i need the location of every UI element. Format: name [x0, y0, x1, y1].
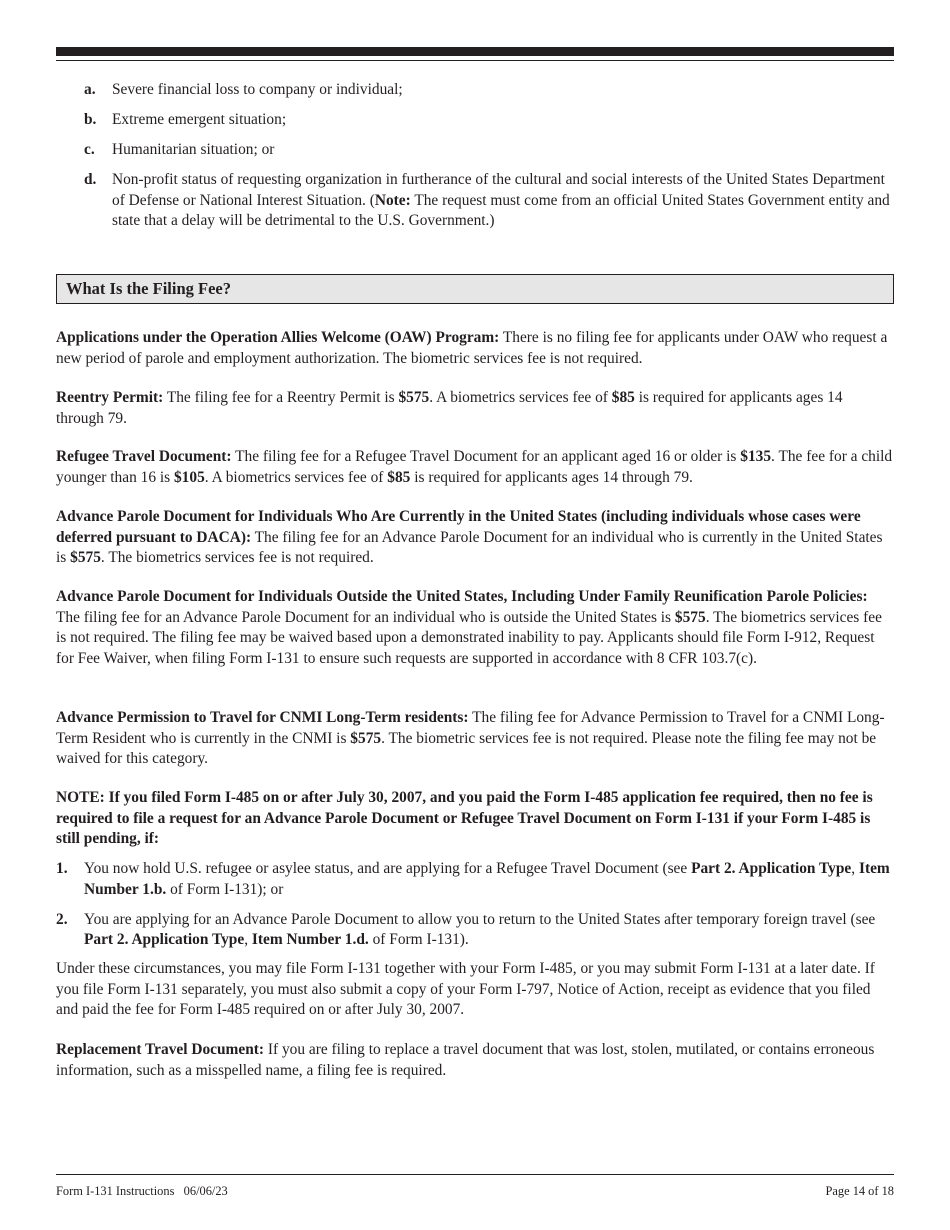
circumstances-paragraph: Under these circumstances, you may file Form I-131 together with your Form I-485, or you may submit Form I-131 at a later date. If you file Form I-131 separately, you must also submit a copy of your Form I-797, Notice of Action, receipt as evidence that you filed and paid the fee for Form I-485 required on or after July 30, 2007. [56, 960, 875, 1018]
list-item: b. Extreme emergent situation; [84, 111, 287, 128]
condition-list [56, 859, 894, 951]
replacement-paragraph: Replacement Travel Document: If you are filing to replace a travel document that was lost, stolen, mutilated, or contains erroneous information, such as a misspelled name, a filing fee is required. [56, 1041, 875, 1079]
footer-page-number: Page 14 of 18 [825, 1184, 894, 1198]
refugee-paragraph: Refugee Travel Document: The filing fee for a Refugee Travel Document for an applicant aged 16 or older is $135. The fee for a child younger than 16 is $105. A biometrics services fee of $85 is required for applicants ages 14 through 79. [56, 448, 893, 486]
section-header [56, 274, 894, 304]
cnmi-paragraph: Advance Permission to Travel for CNMI Long-Term residents: The filing fee for Advance Permission to Travel for a CNMI Long-Term Resident who is currently in the CNMI is $575. The biometric services fee is not required. Please note the filing fee may not be waived for this category. [56, 709, 885, 767]
list-item: 1. You now hold U.S. refugee or asylee status, and are applying for a Refugee Travel Document (see Part 2. Application Type, Item Number 1.b. of Form I-131); or [56, 860, 890, 898]
advance-parole-outside-paragraph: Advance Parole Document for Individuals Outside the United States, Including Under Family Reunification Parole Policies: The filing fee for an Advance Parole Document for an individual who is outside the United States is $575. The biometrics services fee is not required. The filing fee may be waived based upon a demonstrated inability to pay. Applicants should file Form I-912, Request for Fee Waiver, when filing Form I-131 to ensure such requests are supported in accordance with 8 CFR 103.7(c). [56, 588, 882, 667]
list-item: 2. You are applying for an Advance Parole Document to allow you to return to the United States after temporary foreign travel (see Part 2. Application Type, Item Number 1.d. of Form I-131). [56, 910, 876, 948]
footer-form-id: Form I-131 Instructions 06/06/23 [56, 1184, 228, 1198]
reentry-paragraph: Reentry Permit: The filing fee for a Reentry Permit is $575. A biometrics services fee of $85 is required for applicants ages 14 through 79. [56, 389, 843, 427]
header-rule-thin [56, 60, 894, 61]
footer-rule [56, 1174, 894, 1175]
note-paragraph: NOTE: If you filed Form I-485 on or after July 30, 2007, and you paid the Form I-485 application fee required, then no fee is required to file a request for an Advance Parole Document or Refugee Travel Document on Form I-131 if your Form I-485 is still pending, if: [56, 789, 873, 847]
list-item: c. Humanitarian situation; or [84, 141, 275, 158]
advance-parole-inside-paragraph: Advance Parole Document for Individuals Who Are Currently in the United States (including individuals whose cases were deferred pursuant to DACA): The filing fee for an Advance Parole Document for an individual who is currently in the United States is $575. The biometrics services fee is not required. [56, 508, 883, 566]
header-rule-thick [56, 47, 894, 56]
oaw-paragraph: Applications under the Operation Allies Welcome (OAW) Program: There is no filing fee for applicants under OAW who request a new period of parole and employment authorization. The biometric services fee is not required. [56, 329, 888, 367]
section-title: What Is the Filing Fee? [66, 279, 231, 298]
list-item: a. Severe financial loss to company or individual; [84, 81, 403, 98]
reason-list [56, 80, 894, 232]
list-item: d. Non-profit status of requesting organization in furtherance of the cultural and social interests of the United States Department of Defense or National Interest Situation. (Note: The request must come from an official United States Government entity and state that a delay will be detrimental to the U.S. Government.) [84, 171, 890, 229]
